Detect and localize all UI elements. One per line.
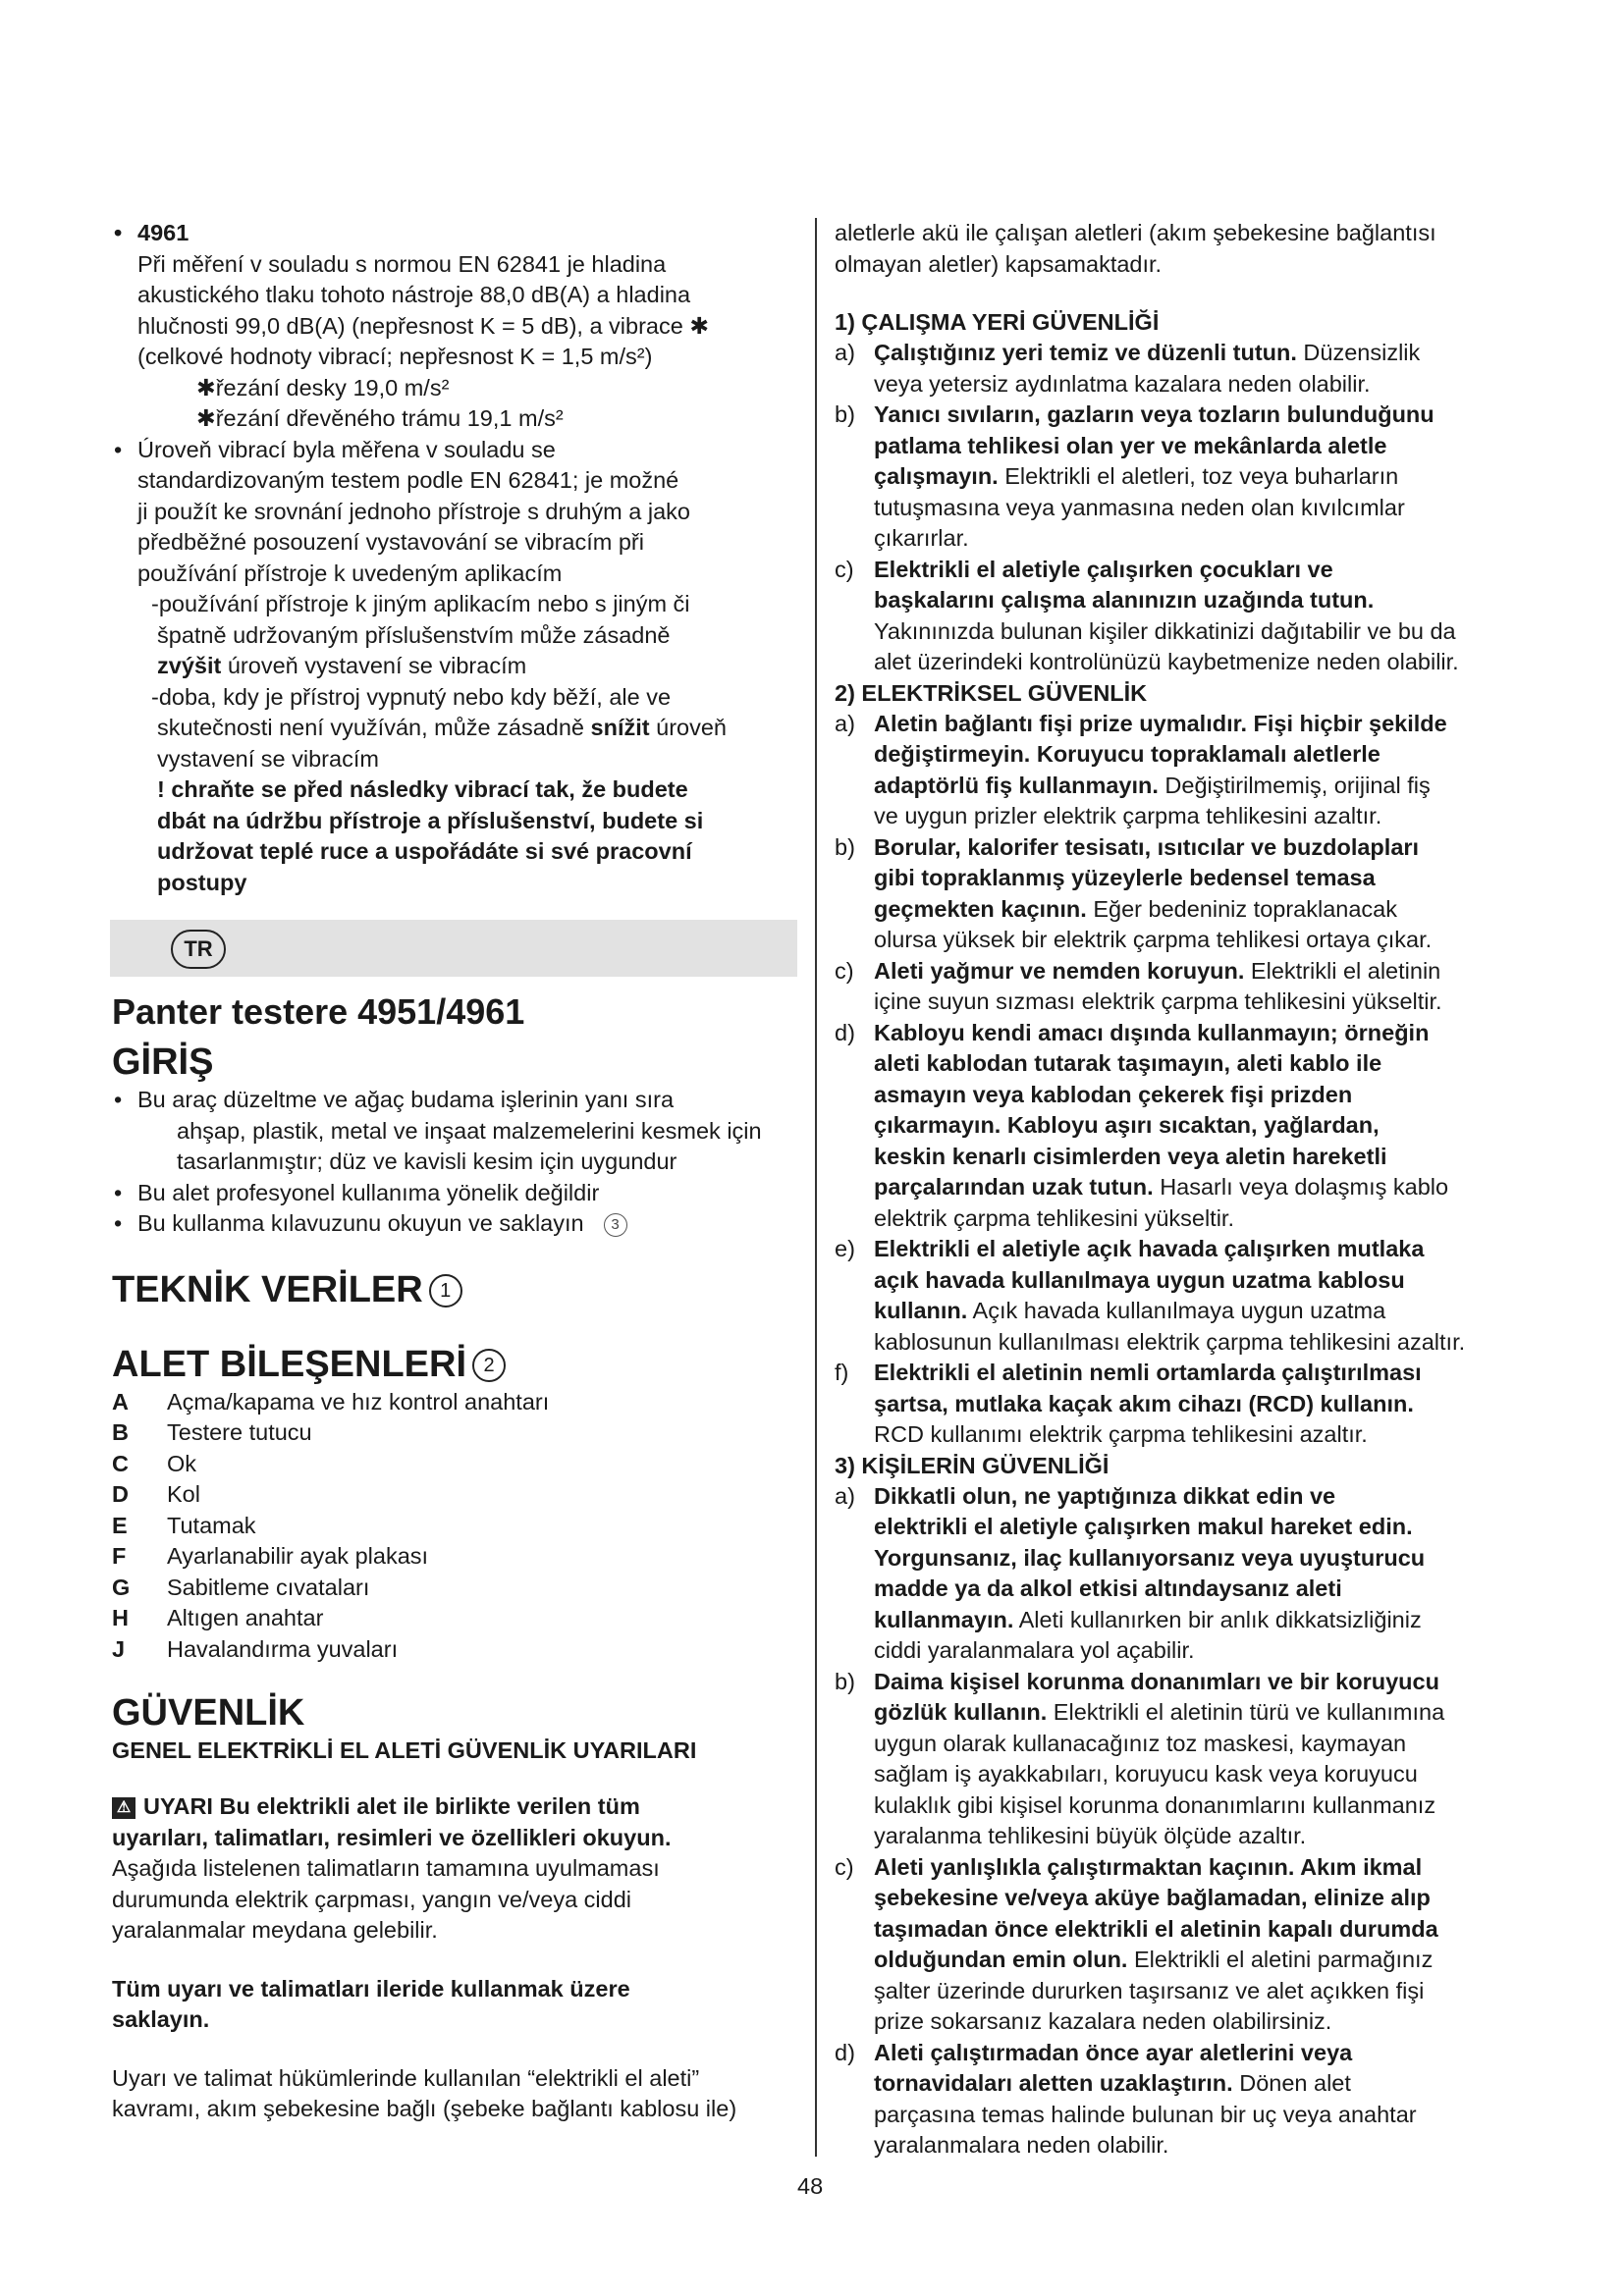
text-span: çalışmayın. [874,463,999,489]
text-span: Elektrikli el aletini parmağınız [1127,1947,1434,1972]
text-line: yaralanmalara neden olabilir. [874,2132,1169,2158]
part-label: Tutamak [167,1512,256,1538]
text-span: Elektrikli el aletinin [1244,957,1441,984]
text-span: Çalıştığınız yeri temiz ve düzenli tutun. [874,340,1297,365]
text-line: Daima kişisel korunma donanımları ve bir koruyucu [874,1668,1439,1694]
text-line: Elektrikli el aletiyle çalışırken çocukları ve [874,556,1333,582]
item-2d [835,1018,1532,1235]
text-line: veya yetersiz aydınlatma kazalara neden olabilir. [874,370,1371,397]
text-line: şebekesine ve/veya aküye bağlamadan, elinize alıp [874,1885,1431,1910]
text-line [874,1172,1532,1203]
text-line: prize sokarsanız kazalara neden olabilirsiniz. [874,2008,1332,2034]
text-span: Elektrikli el aletleri, toz veya buharların [998,463,1399,489]
text-span: Eğer bedeniniz topraklanacak [1086,895,1397,922]
item-1b [835,400,1532,555]
text-line [874,1697,1532,1729]
text-line: Yanıcı sıvıların, gazların veya tozların bulunduğunu [874,401,1435,427]
text-span: Dönen alet [1232,2070,1351,2096]
text-line: Elektrikli el aletiyle açık havada çalışırken mutlaka [874,1236,1425,1261]
part-label: Ayarlanabilir ayak plakası [167,1543,429,1569]
text-line: Yakınınızda bulunan kişiler dikkatinizi dağıtabilir ve bu da [874,617,1456,644]
part-label: Altıgen anahtar [167,1605,324,1630]
text-line: patlama tehlikesi olan yer ve mekânlarda aletle [874,432,1387,458]
text-line: olursa yüksek bir elektrik çarpma tehlikesi ortaya çıkar. [874,927,1433,952]
item-label: c) [835,1853,854,1880]
part-key: E [112,1512,128,1538]
item-label: f) [835,1360,849,1385]
intro-bullet [112,1085,799,1178]
parts-list-item [112,1387,799,1418]
tech-data-heading [112,1267,799,1312]
part-label: Testere tutucu [167,1419,312,1445]
text-line: tutuşmasına veya yanmasına neden olan kıvılcımlar [874,494,1405,520]
language-bar [110,920,797,977]
text-line: şartsa, mutlaka kaçak akım cihazı (RCD) kullanın. [874,1390,1414,1416]
figure-ref-1: 1 [429,1274,462,1308]
item-label: d) [835,1019,855,1045]
figure-ref-2: 2 [472,1349,506,1382]
warning-line [112,1791,799,1823]
item-3a [835,1481,1532,1667]
text-line: yaralanma tehlikesini büyük ölçüde azaltır. [874,1823,1307,1848]
item-label: b) [835,1668,855,1694]
text-span: úroveň vystavení se vibracím [221,653,527,678]
text-span: parçalarından uzak tutun. [874,1174,1154,1200]
text-line [874,461,1532,493]
page-number: 48 [797,2173,824,2199]
beam-cutting-value: ✱řezání dřevěného trámu 19,1 m/s² [196,405,564,431]
item-label: b) [835,401,855,427]
part-key: J [112,1635,126,1662]
parts-list-item [112,1541,799,1573]
part-key: A [112,1388,129,1415]
parts-list [112,1387,799,1666]
safety-heading: GÜVENLİK [112,1692,305,1734]
section-1-heading: 1) ÇALIŞMA YERİ GÜVENLİĞİ [835,309,1160,335]
part-key: F [112,1543,127,1569]
item-2e [835,1234,1532,1358]
right-column [835,218,1532,2162]
text-span: UYARI Bu elektrikli alet ile birlikte verilen tüm [143,1793,640,1819]
text-line: ji použít ke srovnání jednoho přístroje s druhým a jako [137,498,690,524]
figure-ref-3: 3 [604,1213,627,1237]
protect-line: ! chraňte se před následky vibrací tak, že budete [157,776,688,802]
text-span: Bu kullanma kılavuzunu okuyun ve saklayın [137,1210,584,1236]
text-span: kullanın. [874,1298,968,1323]
model-4961-heading: • 4961 [112,218,799,249]
text-line: Aletin bağlantı fişi prize uymalıdır. Fişi hiçbir şekilde [874,710,1447,736]
item-label: c) [835,957,854,984]
parts-list-item [112,1449,799,1480]
text-line: Dikkatli olun, ne yaptığınıza dikkat edin ve [874,1482,1336,1509]
text-span: olduğundan emin olun. [874,1947,1128,1972]
text-line: elektrikli el aletiyle çalışırken makul hareket edin. [874,1514,1413,1539]
page-title: Panter testere 4951/4961 [112,991,525,1032]
protect-line: postupy [157,869,247,895]
text-span: Düzensizlik [1296,340,1421,365]
text-line: çıkarmayın. Kabloyu aşırı sıcaktan, yağlardan, [874,1112,1380,1138]
text-line: ve uygun prizler elektrik çarpma tehlikesini azaltır. [874,803,1382,828]
text-line [874,1605,1532,1636]
text-line: tasarlanmıştır; düz ve kavisli kesim için uygundur [177,1148,677,1174]
text-line: Aşağıda listelenen talimatların tamamına uyulmaması [112,1855,660,1881]
item-label: d) [835,2039,855,2065]
item-label: a) [835,1482,855,1509]
part-key: G [112,1574,131,1600]
item-2a [835,709,1532,832]
section-3-heading: 3) KİŞİLERİN GÜVENLİĞİ [835,1452,1110,1478]
part-label: Havalandırma yuvaları [167,1635,399,1662]
text-line: yaralanmalar meydana gelebilir. [112,1917,438,1943]
text-span: Değiştirilmemiş, orijinal fiş [1158,772,1431,798]
parts-list-item [112,1417,799,1449]
text-line: kavramı, akım şebekesine bağlı (şebeke bağlantı kablosu ile) [112,2096,737,2121]
heading-text: TEKNİK VERİLER [112,1268,423,1310]
text-line: RCD kullanımı elektrik çarpma tehlikesini azaltır. [874,1421,1368,1447]
parts-list-item [112,1573,799,1604]
text-span: kullanmayın. [874,1606,1014,1632]
text-line: olmayan aletler) kapsamaktadır. [835,250,1163,277]
intro-heading: GİRİŞ [112,1041,214,1083]
part-key: C [112,1450,129,1476]
text-line: • Úroveň vibrací byla měřena v souladu se [137,436,556,462]
text-line: používání přístroje k uvedeným aplikacím [137,560,563,586]
text-line [874,1945,1532,1976]
text-line: standardizovaným testem podle EN 62841; je možné [137,467,679,493]
other-use-paragraph [112,589,799,898]
text-span: Elektrikli el aletinin türü ve kullanımına [1047,1699,1445,1725]
text-line: durumunda elektrik çarpması, yangın ve/veya ciddi [112,1886,632,1912]
vibration-paragraph [112,435,799,590]
parts-list-item [112,1479,799,1511]
text-span: Aleti yağmur ve nemden koruyun. [874,957,1245,984]
text-line: alet üzerindeki kontrolünüzü kaybetmenize neden olabilir. [874,649,1459,674]
text-line: Kabloyu kendi amacı dışında kullanmayın; örneğin [874,1019,1430,1045]
item-2f [835,1358,1532,1451]
warning-icon: ⚠ [112,1797,135,1819]
text-line: şalter üzerinde dururken taşırsanız ve alet açıkken fişi [874,1977,1425,2003]
text-line: uygun olarak kullanacağınız toz maskesi, kaymayan [874,1730,1407,1756]
item-label: a) [835,710,855,736]
text-line: akustického tlaku tohoto nástroje 88,0 dB(A) a hladina [137,282,691,307]
text-line [151,713,799,744]
text-line: Aleti yanlışlıkla çalıştırmaktan kaçının. Akım ikmal [874,1853,1423,1880]
parts-list-item [112,1511,799,1542]
text-line: içine suyun sızması elektrik çarpma tehlikesini yükseltir. [874,988,1442,1014]
safety-subheading: GENEL ELEKTRİKLİ EL ALETİ GÜVENLİK UYARILARI [112,1737,697,1763]
text-line: ahşap, plastik, metal ve inşaat malzemelerini kesmek için [177,1117,762,1144]
measurement-paragraph [112,249,799,435]
text-line: aletlerle akü ile çalışan aletleri (akım şebekesine bağlantısı [835,220,1436,245]
item-label: a) [835,340,855,365]
text-span: úroveň [649,715,727,740]
text-line: Yorgunsanız, ilaç kullanıyorsanız veya uyuşturucu [874,1544,1426,1571]
text-line: başkalarını çalışma alanınızın uzağında tutun. [874,587,1375,613]
left-column [112,218,799,2125]
item-3d [835,2038,1532,2162]
item-label: c) [835,556,854,582]
text-line [874,894,1532,926]
increase-word: zvýšit [157,653,222,678]
text-span: skutečnosti není využíván, může zásadně [157,715,591,740]
keep-instructions-line: Tüm uyarı ve talimatları ileride kullanmak üzere [112,1975,630,2002]
section-2-heading: 2) ELEKTRİKSEL GÜVENLİK [835,679,1148,706]
text-span: Açık havada kullanılmaya uygun uzatma [967,1298,1386,1323]
part-key: D [112,1481,129,1507]
warning-line: uyarıları, talimatları, resimleri ve özellikleri okuyun. [112,1824,672,1850]
text-line: gibi topraklanmış yüzeylerle bedensel temasa [874,865,1376,890]
text-line: Elektrikli el aletinin nemli ortamlarda çalıştırılması [874,1360,1422,1385]
part-label: Kol [167,1481,200,1507]
text-line: hlučnosti 99,0 dB(A) (nepřesnost K = 5 dB), a vibrace ✱ [137,312,710,339]
text-line: asmayın veya kablodan çekerek fişi prizden [874,1081,1353,1107]
text-line: açık havada kullanılmaya uygun uzatma kablosu [874,1266,1405,1293]
text-line: ciddi yaralanmalara yol açabilir. [874,1637,1195,1663]
column-divider [815,218,817,2157]
text-line: špatně udržovaným příslušenstvím může zásadně [157,621,671,648]
item-3b [835,1667,1532,1852]
parts-list-item [112,1603,799,1634]
keep-instructions-line: saklayın. [112,2006,210,2032]
text-line: sağlam iş ayakkabıları, koruyucu kask veya koruyucu [874,1761,1418,1787]
parts-list-item [112,1634,799,1666]
text-line [874,956,1532,988]
text-line [874,338,1532,369]
text-line: -doba, kdy je přístroj vypnutý nebo kdy běží, ale ve [151,683,672,710]
item-1a [835,338,1532,400]
text-line: -používání přístroje k jiným aplikacím nebo s jiným či [151,591,690,616]
text-line: aleti kablodan tutarak taşımayın, aleti kablo ile [874,1050,1382,1076]
text-line: çıkarırlar. [874,525,969,551]
protect-line: dbát na údržbu přístroje a příslušenství, budete si [157,807,704,833]
board-cutting-value: ✱řezání desky 19,0 m/s² [196,374,450,400]
text-line: kablosunun kullanılması elektrik çarpma tehlikesini azaltır. [874,1328,1466,1355]
item-2b [835,832,1532,956]
text-line: madde ya da alkol etkisi altındaysanız aleti [874,1575,1342,1601]
text-line: Aleti çalıştırmadan önce ayar aletlerini veya [874,2039,1353,2065]
text-span: Hasarlı veya dolaşmış kablo [1153,1174,1449,1200]
part-label: Açma/kapama ve hız kontrol anahtarı [167,1388,550,1415]
text-line [874,2068,1532,2100]
text-line: předběžné posouzení vystavování se vibracím při [137,529,644,555]
intro-bullet [112,1208,799,1240]
text-line: değiştirmeyin. Koruyucu topraklamalı aletlerle [874,741,1380,767]
part-label: Ok [167,1450,197,1476]
item-1c [835,555,1532,678]
heading-text: ALET BİLEŞENLERİ [112,1343,467,1385]
parts-heading [112,1342,799,1387]
intro-bullet: • Bu alet profesyonel kullanıma yönelik değildir [112,1178,799,1209]
text-line: elektrik çarpma tehlikesini yükseltir. [874,1204,1234,1231]
part-key: H [112,1605,129,1630]
text-span: Aleti kullanırken bir anlık dikkatsizliğiniz [1013,1606,1422,1632]
text-line: Borular, kalorifer tesisatı, ısıtıcılar ve buzdolapları [874,833,1420,860]
text-line: Uyarı ve talimat hükümlerinde kullanılan “elektrikli el aleti” [112,2064,700,2091]
text-line: (celkové hodnoty vibrací; nepřesnost K = 1,5 m/s²) [137,344,653,369]
protect-line: udržovat teplé ruce a uspořádáte si své pracovní [157,838,692,864]
item-label: e) [835,1236,855,1261]
reduce-word: snížit [590,715,650,740]
language-badge: TR [171,930,226,969]
text-line: Při měření v souladu s normou EN 62841 je hladina [137,250,667,277]
text-line: parçasına temas halinde bulunan bir uç veya anahtar [874,2101,1417,2127]
part-label: Sabitleme cıvataları [167,1574,370,1600]
text-span: adaptörlü fiş kullanmayın. [874,772,1159,798]
item-label: b) [835,833,855,860]
part-key: B [112,1419,129,1445]
text-line [151,651,799,682]
text-line: kulaklık gibi kişisel korunma donanımlarını kullanmanız [874,1791,1436,1818]
item-2c [835,956,1532,1018]
text-line: taşımadan önce elektrikli el aletinin kapalı durumda [874,1915,1438,1942]
text-span: tornavidaları aletten uzaklaştırın. [874,2070,1233,2096]
text-line [874,771,1532,802]
item-3c [835,1852,1532,2038]
text-line [874,1296,1532,1327]
text-line: vystavení se vibracím [157,745,379,772]
text-span: gözlük kullanın. [874,1699,1048,1725]
text-line: keskin kenarlı cisimlerden veya aletin hareketli [874,1143,1387,1169]
text-line: • Bu araç düzeltme ve ağaç budama işlerinin yanı sıra [137,1087,675,1112]
text-span: geçmekten kaçının. [874,895,1087,922]
